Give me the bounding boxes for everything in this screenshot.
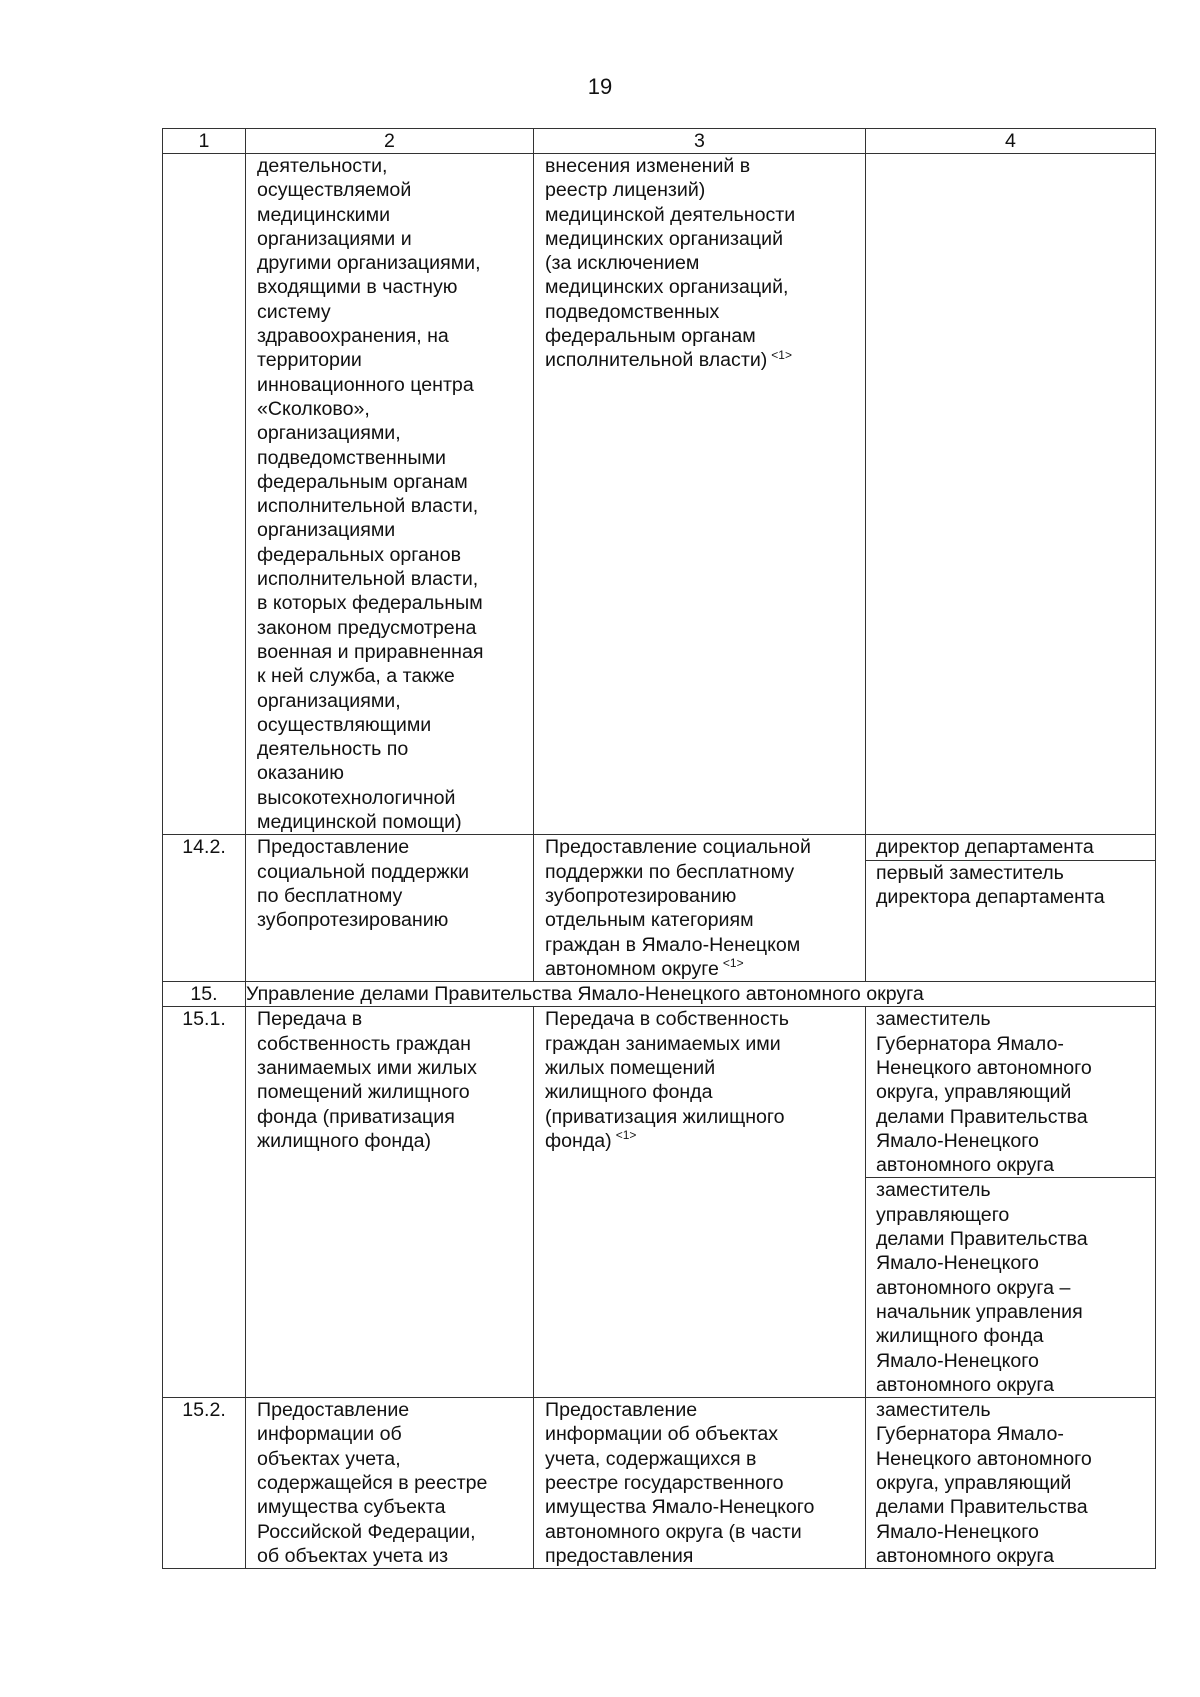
service-name-text: Предоставление информации об объектах учета, содержащихся в реестре государственного имущества Ямало-Ненецкого автономного округа (в части предоставления — [545, 1399, 815, 1567]
function-name-cell — [246, 1398, 534, 1569]
responsible-official-cell — [866, 835, 1156, 982]
service-name-cell — [534, 1398, 866, 1569]
item-number-cell: 15.1. — [163, 1007, 246, 1398]
responsible-official: заместитель Губернатора Ямало- Ненецкого автономного округа, управляющий делами Правительства Ямало-Ненецкого автономного округа — [876, 1399, 1092, 1567]
item-number-cell: 14.2. — [163, 835, 246, 982]
footnote-reference: <1> — [771, 347, 792, 362]
function-name-text: Предоставление информации об объектах учета, содержащейся в реестре имущества субъекта Российской Федерации, об объектах учета из — [257, 1399, 488, 1567]
footnote-reference: <1> — [615, 1128, 637, 1143]
service-name-text: Передача в собственность граждан занимаемых ими жилых помещений жилищного фонда (приватизация жилищного фонда) $^{<1>}$ — [545, 1008, 789, 1152]
responsible-official: заместитель управляющего делами Правительства Ямало-Ненецкого автономного округа – начальник управления жилищного фонда Ямало-Ненецкого автономного округа — [876, 1179, 1088, 1396]
function-name-cell — [246, 1007, 534, 1398]
table-row — [163, 835, 1156, 982]
page-number: 19 — [587, 74, 613, 99]
services-table — [162, 128, 1156, 1569]
service-name-cell — [534, 154, 866, 835]
responsible-official-cell — [866, 154, 1156, 835]
service-name-cell — [534, 835, 866, 982]
table-row — [163, 1398, 1156, 1569]
footnote-reference: <1> — [722, 956, 744, 971]
function-name-cell — [246, 154, 534, 835]
service-name-text: внесения изменений в реестр лицензий) медицинской деятельности медицинских организаций (за исключением медицинских организаций, подведомственных федеральным органам исполнительной власти) $^{<1>}$ — [545, 155, 796, 372]
responsible-official: директор департамента — [866, 835, 1155, 860]
item-number-cell: 15.2. — [163, 1398, 246, 1569]
function-name-text: Передача в собственность граждан занимаемых ими жилых помещений жилищного фонда (приватизация жилищного фонда) — [257, 1008, 477, 1152]
table-header-row — [163, 129, 1156, 154]
column-header-3: 3 — [534, 129, 866, 154]
responsible-official-cell — [866, 1007, 1156, 1398]
column-header-1: 1 — [163, 129, 246, 154]
table-row — [163, 154, 1156, 835]
responsible-official-cell — [866, 1398, 1156, 1569]
item-number-cell: 15. — [163, 982, 246, 1007]
function-name-text: Предоставление социальной поддержки по бесплатному зубопротезированию — [257, 836, 470, 932]
section-title-cell: Управление делами Правительства Ямало-Ненецкого автономного округа — [246, 982, 1156, 1007]
service-name-cell — [534, 1007, 866, 1398]
column-header-2: 2 — [246, 129, 534, 154]
item-number-cell — [163, 154, 246, 835]
responsible-official: заместитель Губернатора Ямало- Ненецкого автономного округа, управляющий делами Правительства Ямало-Ненецкого автономного округа — [866, 1007, 1155, 1178]
function-name-text: деятельности, осуществляемой медицинскими организациями и другими организациями, входящими в частную систему здравоохранения, на территории инновационного центра «Сколково», организациями, подведомственными федеральным органам исполнительной власти, организациями федеральных органов исполнительной власти, в которых федеральным законом предусмотрена военная и приравненная к ней служба, а также организациями, осуществляющими деятельность по оказанию высокотехнологичной медицинской помощи) — [257, 155, 484, 834]
table-row — [163, 1007, 1156, 1398]
section-row — [163, 982, 1156, 1007]
responsible-official: первый заместитель директора департамента — [876, 861, 1105, 908]
function-name-cell — [246, 835, 534, 982]
service-name-text: Предоставление социальной поддержки по бесплатному зубопротезированию отдельным категориям граждан в Ямало-Ненецком автономном округе $^{<1>}$ — [545, 836, 811, 980]
column-header-4: 4 — [866, 129, 1156, 154]
